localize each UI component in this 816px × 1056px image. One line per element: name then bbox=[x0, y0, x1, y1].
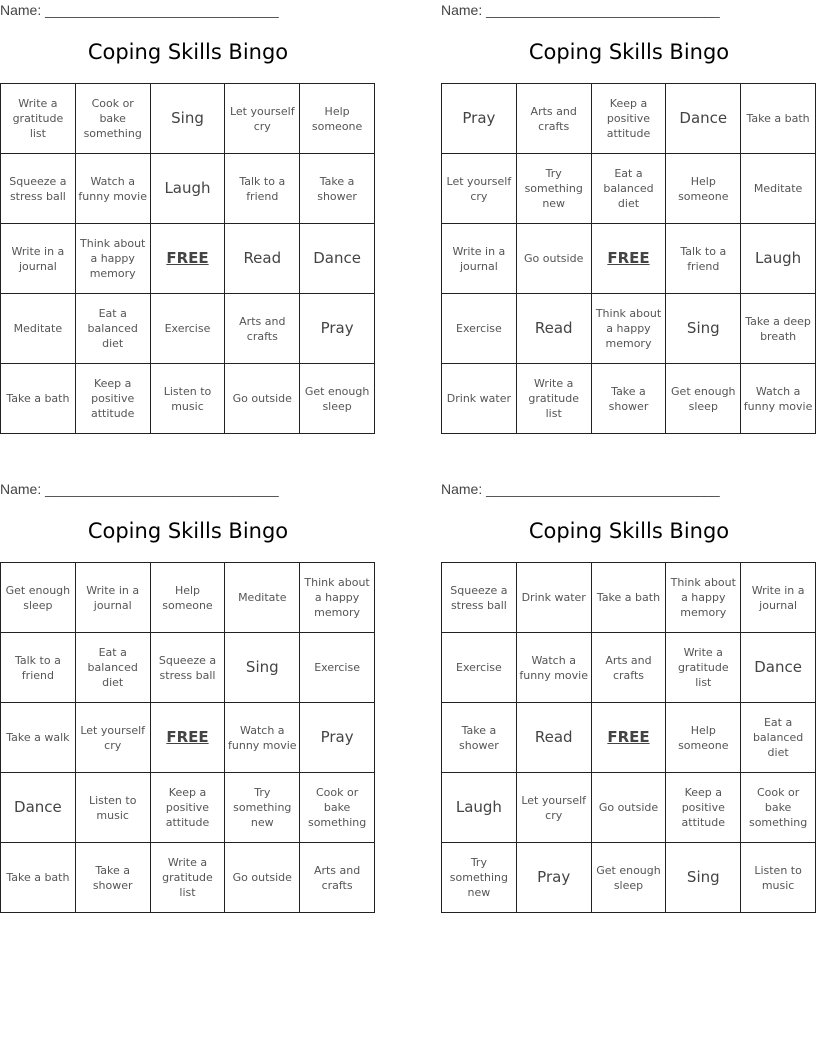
bingo-cell: Exercise bbox=[442, 633, 517, 703]
bingo-cell: Help someone bbox=[666, 154, 741, 224]
bingo-cell: Eat a balanced diet bbox=[76, 294, 151, 364]
bingo-grid bbox=[0, 562, 375, 913]
bingo-cell: Think about a happy memory bbox=[666, 563, 741, 633]
bingo-cell: Read bbox=[517, 294, 592, 364]
bingo-cell: Write in a journal bbox=[76, 563, 151, 633]
bingo-cell: Talk to a friend bbox=[225, 154, 300, 224]
bingo-card-4 bbox=[441, 479, 816, 915]
bingo-cell: Help someone bbox=[300, 84, 375, 154]
bingo-cell: Watch a funny movie bbox=[225, 703, 300, 773]
bingo-cell: Sing bbox=[151, 84, 226, 154]
bingo-cell: Keep a positive attitude bbox=[666, 773, 741, 843]
bingo-cell: Cook or bake something bbox=[300, 773, 375, 843]
bingo-cell: Go outside bbox=[517, 224, 592, 294]
bingo-cell: Let yourself cry bbox=[76, 703, 151, 773]
bingo-card-3 bbox=[0, 479, 376, 915]
bingo-cell: Take a bath bbox=[741, 84, 816, 154]
bingo-cell: Take a shower bbox=[76, 843, 151, 913]
name-field: Name: ______________________________ bbox=[441, 2, 720, 18]
bingo-cell: Take a shower bbox=[592, 364, 667, 434]
bingo-cell: Listen to music bbox=[76, 773, 151, 843]
bingo-cell: Pray bbox=[442, 84, 517, 154]
bingo-cell: Sing bbox=[666, 843, 741, 913]
bingo-cell: Keep a positive attitude bbox=[151, 773, 226, 843]
bingo-cell: Listen to music bbox=[151, 364, 226, 434]
bingo-cell: Go outside bbox=[225, 843, 300, 913]
bingo-cell: Meditate bbox=[225, 563, 300, 633]
bingo-cell: Try something new bbox=[442, 843, 517, 913]
bingo-cell: Dance bbox=[300, 224, 375, 294]
bingo-cell: Laugh bbox=[151, 154, 226, 224]
bingo-cell: Exercise bbox=[151, 294, 226, 364]
bingo-cell: Drink water bbox=[517, 563, 592, 633]
bingo-cell: Watch a funny movie bbox=[741, 364, 816, 434]
bingo-cell: Laugh bbox=[741, 224, 816, 294]
bingo-cell: Take a bath bbox=[1, 364, 76, 434]
bingo-cell: Take a shower bbox=[442, 703, 517, 773]
bingo-cell: Take a deep breath bbox=[741, 294, 816, 364]
bingo-cell: Cook or bake something bbox=[76, 84, 151, 154]
bingo-cell: Exercise bbox=[442, 294, 517, 364]
name-field: Name: ______________________________ bbox=[0, 481, 279, 497]
bingo-cell: Pray bbox=[517, 843, 592, 913]
card-title: Coping Skills Bingo bbox=[87, 40, 289, 64]
bingo-cell: Write in a journal bbox=[741, 563, 816, 633]
bingo-grid bbox=[0, 83, 375, 434]
bingo-grid bbox=[441, 562, 816, 913]
bingo-cell: Try something new bbox=[225, 773, 300, 843]
bingo-cell: Arts and crafts bbox=[517, 84, 592, 154]
bingo-cell: Help someone bbox=[666, 703, 741, 773]
free-space-cell: FREE bbox=[151, 224, 226, 294]
bingo-cell: Arts and crafts bbox=[592, 633, 667, 703]
name-field: Name: ______________________________ bbox=[0, 2, 279, 18]
bingo-cell: Exercise bbox=[300, 633, 375, 703]
bingo-cell: Keep a positive attitude bbox=[76, 364, 151, 434]
bingo-cell: Sing bbox=[666, 294, 741, 364]
bingo-cell: Dance bbox=[1, 773, 76, 843]
card-title: Coping Skills Bingo bbox=[528, 40, 730, 64]
free-space-cell: FREE bbox=[151, 703, 226, 773]
bingo-cell: Think about a happy memory bbox=[300, 563, 375, 633]
bingo-cell: Squeeze a stress ball bbox=[151, 633, 226, 703]
bingo-cell: Eat a balanced diet bbox=[76, 633, 151, 703]
bingo-cell: Sing bbox=[225, 633, 300, 703]
bingo-cell: Dance bbox=[741, 633, 816, 703]
bingo-cell: Try something new bbox=[517, 154, 592, 224]
bingo-cell: Drink water bbox=[442, 364, 517, 434]
bingo-cell: Get enough sleep bbox=[1, 563, 76, 633]
bingo-cell: Squeeze a stress ball bbox=[442, 563, 517, 633]
bingo-cell: Get enough sleep bbox=[592, 843, 667, 913]
bingo-cell: Eat a balanced diet bbox=[741, 703, 816, 773]
bingo-card-2 bbox=[441, 0, 816, 436]
bingo-cell: Talk to a friend bbox=[1, 633, 76, 703]
bingo-cell: Write in a journal bbox=[1, 224, 76, 294]
bingo-cell: Read bbox=[225, 224, 300, 294]
bingo-cell: Get enough sleep bbox=[300, 364, 375, 434]
bingo-cell: Think about a happy memory bbox=[592, 294, 667, 364]
bingo-cell: Let yourself cry bbox=[225, 84, 300, 154]
bingo-cell: Write a gratitude list bbox=[666, 633, 741, 703]
bingo-cell: Write a gratitude list bbox=[151, 843, 226, 913]
bingo-cell: Take a bath bbox=[592, 563, 667, 633]
bingo-cell: Let yourself cry bbox=[517, 773, 592, 843]
bingo-cell: Talk to a friend bbox=[666, 224, 741, 294]
bingo-cell: Read bbox=[517, 703, 592, 773]
bingo-grid bbox=[441, 83, 816, 434]
name-field: Name: ______________________________ bbox=[441, 481, 720, 497]
bingo-cell: Watch a funny movie bbox=[76, 154, 151, 224]
bingo-cell: Take a bath bbox=[1, 843, 76, 913]
bingo-cell: Pray bbox=[300, 703, 375, 773]
bingo-cell: Take a walk bbox=[1, 703, 76, 773]
bingo-cell: Squeeze a stress ball bbox=[1, 154, 76, 224]
bingo-cell: Help someone bbox=[151, 563, 226, 633]
bingo-cell: Cook or bake something bbox=[741, 773, 816, 843]
bingo-cell: Dance bbox=[666, 84, 741, 154]
bingo-cell: Meditate bbox=[741, 154, 816, 224]
bingo-cell: Go outside bbox=[225, 364, 300, 434]
card-title: Coping Skills Bingo bbox=[528, 519, 730, 543]
bingo-cell: Write a gratitude list bbox=[517, 364, 592, 434]
bingo-cell: Pray bbox=[300, 294, 375, 364]
bingo-cell: Keep a positive attitude bbox=[592, 84, 667, 154]
bingo-cell: Eat a balanced diet bbox=[592, 154, 667, 224]
bingo-cell: Write in a journal bbox=[442, 224, 517, 294]
bingo-cell: Watch a funny movie bbox=[517, 633, 592, 703]
bingo-cell: Let yourself cry bbox=[442, 154, 517, 224]
card-title: Coping Skills Bingo bbox=[87, 519, 289, 543]
bingo-card-1 bbox=[0, 0, 376, 436]
bingo-cell: Take a shower bbox=[300, 154, 375, 224]
bingo-cell: Listen to music bbox=[741, 843, 816, 913]
free-space-cell: FREE bbox=[592, 224, 667, 294]
bingo-cell: Arts and crafts bbox=[300, 843, 375, 913]
bingo-cell: Think about a happy memory bbox=[76, 224, 151, 294]
bingo-cell: Get enough sleep bbox=[666, 364, 741, 434]
bingo-cell: Meditate bbox=[1, 294, 76, 364]
bingo-cell: Write a gratitude list bbox=[1, 84, 76, 154]
bingo-cell: Arts and crafts bbox=[225, 294, 300, 364]
bingo-cell: Go outside bbox=[592, 773, 667, 843]
bingo-cell: Laugh bbox=[442, 773, 517, 843]
free-space-cell: FREE bbox=[592, 703, 667, 773]
